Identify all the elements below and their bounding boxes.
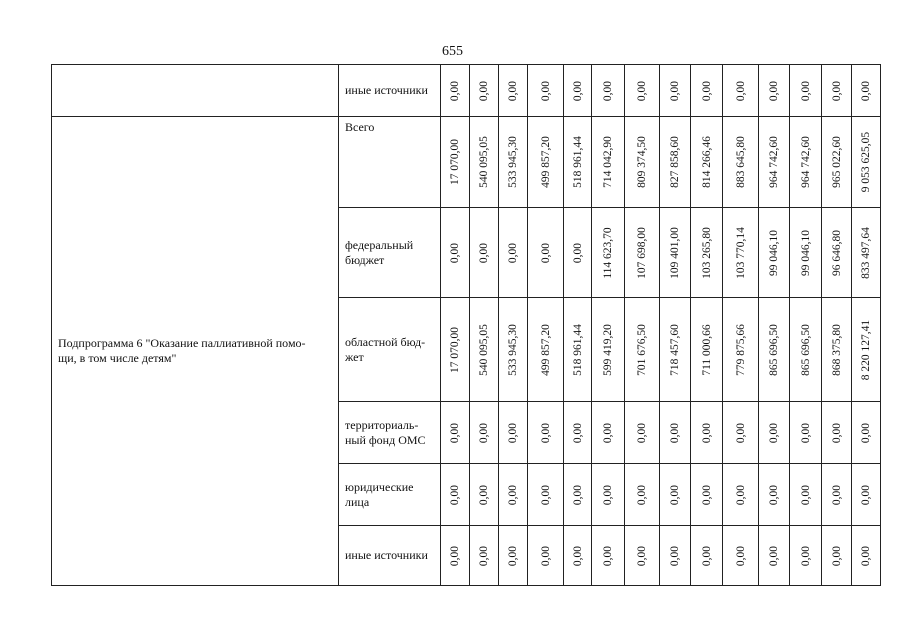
- value-cell: [852, 526, 881, 586]
- cell-value: 0,00: [700, 80, 713, 101]
- value-cell: [528, 464, 564, 526]
- cell-value: 0,00: [571, 484, 584, 505]
- cell-value: 0,00: [449, 484, 461, 505]
- cell-value: 711 000,66: [700, 323, 713, 376]
- cell-value: 964 742,60: [799, 136, 812, 188]
- cell-value: 0,00: [507, 422, 519, 443]
- value-cell: [564, 402, 592, 464]
- value-cell: [528, 526, 564, 586]
- source-label: Всего: [339, 117, 441, 208]
- cell-value: 0,00: [669, 80, 681, 101]
- cell-value: 0,00: [539, 80, 552, 101]
- cell-value: 499 857,20: [539, 136, 552, 188]
- cell-value: 0,00: [830, 422, 843, 443]
- cell-value: 0,00: [507, 242, 519, 263]
- cell-value: 0,00: [768, 545, 780, 566]
- cell-value: 0,00: [734, 80, 747, 101]
- cell-value: 0,00: [700, 545, 713, 566]
- cell-value: 965 022,60: [830, 136, 843, 188]
- cell-value: 0,00: [602, 484, 614, 505]
- value-cell: [441, 298, 470, 402]
- cell-value: 0,00: [799, 484, 812, 505]
- cell-value: 809 374,50: [636, 136, 648, 188]
- value-cell: [759, 117, 790, 208]
- value-cell: [564, 208, 592, 298]
- value-cell: [691, 298, 723, 402]
- value-cell: [759, 464, 790, 526]
- cell-value: 0,00: [571, 242, 584, 263]
- cell-value: 0,00: [478, 242, 490, 263]
- value-cell: [660, 402, 691, 464]
- cell-value: 0,00: [830, 80, 843, 101]
- cell-value: 0,00: [860, 80, 872, 101]
- value-cell: [441, 526, 470, 586]
- value-cell: [470, 402, 499, 464]
- cell-value: 0,00: [860, 484, 872, 505]
- value-cell: [691, 117, 723, 208]
- value-cell: [660, 464, 691, 526]
- program-title: Подпрограмма 6 "Оказание паллиативной помо- щи, в том числе детям": [52, 117, 339, 586]
- value-cell: [470, 117, 499, 208]
- cell-value: 0,00: [734, 545, 747, 566]
- value-cell: [723, 65, 759, 117]
- cell-value: 0,00: [799, 545, 812, 566]
- cell-value: 0,00: [478, 422, 490, 443]
- budget-table: [51, 64, 881, 586]
- cell-value: 0,00: [539, 484, 552, 505]
- cell-value: 868 375,80: [830, 323, 843, 376]
- cell-value: 964 742,60: [768, 136, 780, 188]
- cell-value: 114 623,70: [602, 226, 614, 279]
- value-cell: [470, 65, 499, 117]
- value-cell: [564, 464, 592, 526]
- value-cell: [759, 208, 790, 298]
- value-cell: [660, 298, 691, 402]
- value-cell: [723, 464, 759, 526]
- cell-value: 540 095,05: [478, 323, 490, 376]
- value-cell: [660, 208, 691, 298]
- cell-value: 701 676,50: [636, 323, 648, 376]
- value-cell: [470, 208, 499, 298]
- cell-value: 0,00: [860, 422, 872, 443]
- cell-value: 0,00: [507, 80, 519, 101]
- value-cell: [625, 402, 660, 464]
- value-cell: [528, 298, 564, 402]
- cell-value: 499 857,20: [539, 323, 552, 376]
- value-cell: [441, 464, 470, 526]
- value-cell: [625, 464, 660, 526]
- value-cell: [470, 464, 499, 526]
- value-cell: [499, 402, 528, 464]
- value-cell: [759, 65, 790, 117]
- cell-value: 109 401,00: [669, 226, 681, 279]
- cell-value: 96 646,80: [830, 229, 843, 276]
- value-cell: [723, 117, 759, 208]
- cell-value: 540 095,05: [478, 136, 490, 188]
- value-cell: [660, 65, 691, 117]
- cell-value: 0,00: [507, 545, 519, 566]
- value-cell: [822, 464, 852, 526]
- value-cell: [660, 526, 691, 586]
- cell-value: 0,00: [449, 422, 461, 443]
- value-cell: [723, 526, 759, 586]
- page-number: 655: [442, 44, 463, 59]
- value-cell: [441, 117, 470, 208]
- source-label: территориаль- ный фонд ОМС: [339, 402, 441, 464]
- value-cell: [528, 402, 564, 464]
- cell-value: 0,00: [636, 484, 648, 505]
- cell-value: 865 696,50: [799, 323, 812, 376]
- value-cell: [852, 402, 881, 464]
- value-cell: [691, 464, 723, 526]
- cell-value: 0,00: [478, 545, 490, 566]
- cell-value: 0,00: [449, 80, 461, 101]
- value-cell: [822, 117, 852, 208]
- value-cell: [852, 298, 881, 402]
- cell-value: 0,00: [507, 484, 519, 505]
- value-cell: [660, 117, 691, 208]
- value-cell: [822, 65, 852, 117]
- source-label: иные источники: [339, 526, 441, 586]
- cell-value: 0,00: [539, 242, 552, 263]
- cell-value: 827 858,60: [669, 136, 681, 188]
- value-cell: [790, 65, 822, 117]
- cell-value: 0,00: [539, 422, 552, 443]
- cell-value: 518 961,44: [571, 323, 584, 376]
- value-cell: [499, 298, 528, 402]
- cell-value: 0,00: [768, 422, 780, 443]
- cell-value: 9 053 625,05: [860, 131, 872, 193]
- value-cell: [528, 117, 564, 208]
- value-cell: [564, 298, 592, 402]
- value-cell: [528, 65, 564, 117]
- value-cell: [852, 65, 881, 117]
- cell-value: 833 497,64: [860, 226, 872, 279]
- cell-value: 0,00: [571, 80, 584, 101]
- cell-value: 865 696,50: [768, 323, 780, 376]
- value-cell: [592, 117, 625, 208]
- value-cell: [759, 526, 790, 586]
- cell-value: 0,00: [636, 422, 648, 443]
- cell-value: 0,00: [539, 545, 552, 566]
- value-cell: [790, 117, 822, 208]
- value-cell: [852, 208, 881, 298]
- cell-value: 0,00: [478, 484, 490, 505]
- value-cell: [470, 298, 499, 402]
- cell-value: 99 046,10: [799, 229, 812, 276]
- value-cell: [625, 208, 660, 298]
- cell-value: 0,00: [768, 80, 780, 101]
- source-label: юридические лица: [339, 464, 441, 526]
- cell-value: 779 875,66: [734, 323, 747, 376]
- value-cell: [691, 208, 723, 298]
- value-cell: [723, 208, 759, 298]
- cell-value: 99 046,10: [768, 229, 780, 276]
- empty-cell: [52, 65, 339, 117]
- cell-value: 0,00: [669, 484, 681, 505]
- value-cell: [625, 65, 660, 117]
- cell-value: 0,00: [734, 422, 747, 443]
- cell-value: 0,00: [700, 422, 713, 443]
- value-cell: [852, 117, 881, 208]
- cell-value: 0,00: [449, 242, 461, 263]
- cell-value: 0,00: [602, 80, 614, 101]
- value-cell: [564, 526, 592, 586]
- cell-value: 533 945,30: [507, 136, 519, 188]
- value-cell: [625, 117, 660, 208]
- value-cell: [852, 464, 881, 526]
- source-label: иные источники: [339, 65, 441, 117]
- value-cell: [592, 65, 625, 117]
- cell-value: 0,00: [799, 80, 812, 101]
- source-label: федеральный бюджет: [339, 208, 441, 298]
- value-cell: [625, 298, 660, 402]
- cell-value: 0,00: [602, 545, 614, 566]
- cell-value: 0,00: [571, 545, 584, 566]
- value-cell: [822, 208, 852, 298]
- table-row: [52, 65, 881, 117]
- cell-value: 0,00: [636, 545, 648, 566]
- value-cell: [592, 402, 625, 464]
- cell-value: 533 945,30: [507, 323, 519, 376]
- cell-value: 0,00: [636, 80, 648, 101]
- value-cell: [691, 526, 723, 586]
- cell-value: 0,00: [830, 484, 843, 505]
- value-cell: [790, 298, 822, 402]
- cell-value: 718 457,60: [669, 323, 681, 376]
- value-cell: [759, 298, 790, 402]
- value-cell: [470, 526, 499, 586]
- cell-value: 0,00: [602, 422, 614, 443]
- cell-value: 0,00: [799, 422, 812, 443]
- value-cell: [790, 402, 822, 464]
- cell-value: 883 645,80: [734, 136, 747, 188]
- value-cell: [592, 208, 625, 298]
- value-cell: [723, 298, 759, 402]
- cell-value: 518 961,44: [571, 136, 584, 188]
- cell-value: 107 698,00: [636, 226, 648, 279]
- value-cell: [592, 464, 625, 526]
- value-cell: [790, 526, 822, 586]
- cell-value: 599 419,20: [602, 323, 614, 376]
- cell-value: 0,00: [571, 422, 584, 443]
- cell-value: 17 070,00: [449, 326, 461, 373]
- table-row: [52, 117, 881, 208]
- cell-value: 714 042,90: [602, 136, 614, 188]
- cell-value: 8 220 127,41: [860, 319, 872, 380]
- value-cell: [564, 65, 592, 117]
- value-cell: [723, 402, 759, 464]
- value-cell: [441, 208, 470, 298]
- value-cell: [499, 65, 528, 117]
- value-cell: [790, 464, 822, 526]
- cell-value: 814 266,46: [700, 136, 713, 188]
- cell-value: 0,00: [449, 545, 461, 566]
- cell-value: 103 770,14: [734, 226, 747, 279]
- cell-value: 0,00: [768, 484, 780, 505]
- value-cell: [691, 65, 723, 117]
- cell-value: 0,00: [669, 422, 681, 443]
- value-cell: [822, 402, 852, 464]
- cell-value: 0,00: [860, 545, 872, 566]
- value-cell: [691, 402, 723, 464]
- value-cell: [499, 526, 528, 586]
- cell-value: 0,00: [830, 545, 843, 566]
- value-cell: [499, 464, 528, 526]
- cell-value: 0,00: [734, 484, 747, 505]
- cell-value: 17 070,00: [449, 139, 461, 185]
- cell-value: 103 265,80: [700, 226, 713, 279]
- value-cell: [499, 208, 528, 298]
- value-cell: [441, 402, 470, 464]
- value-cell: [790, 208, 822, 298]
- cell-value: 0,00: [669, 545, 681, 566]
- value-cell: [564, 117, 592, 208]
- value-cell: [592, 526, 625, 586]
- value-cell: [625, 526, 660, 586]
- value-cell: [592, 298, 625, 402]
- source-label: областной бюд- жет: [339, 298, 441, 402]
- value-cell: [441, 65, 470, 117]
- cell-value: 0,00: [478, 80, 490, 101]
- value-cell: [759, 402, 790, 464]
- value-cell: [499, 117, 528, 208]
- value-cell: [822, 298, 852, 402]
- cell-value: 0,00: [700, 484, 713, 505]
- value-cell: [528, 208, 564, 298]
- value-cell: [822, 526, 852, 586]
